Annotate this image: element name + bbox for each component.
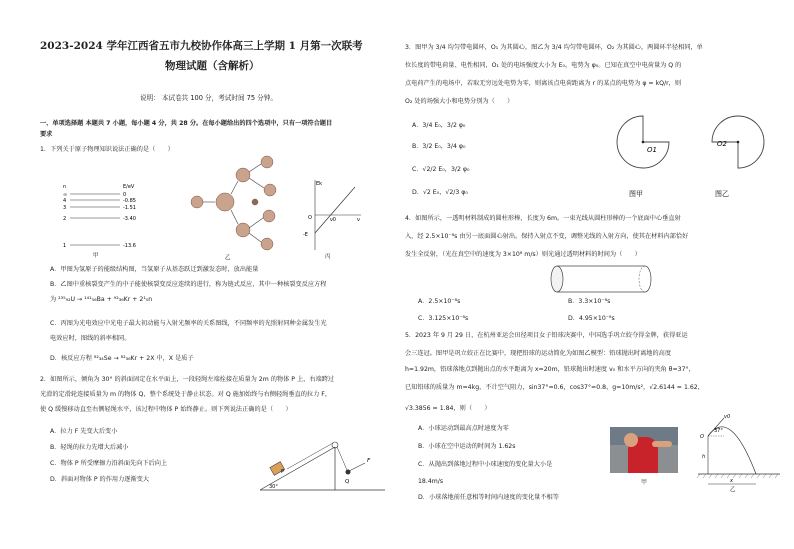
section-heading-cont: 要求 — [40, 131, 53, 138]
level-n: ∞ — [63, 192, 68, 198]
q1-option-b: B．乙图中重核裂变产生的中子能使核裂变反应连续的进行，称为链式反应，其中一种核裂变反应方程 — [50, 281, 327, 288]
force-f-arrow — [349, 463, 365, 471]
label-v0: v0 — [724, 414, 731, 420]
q3-stem: 3．图甲为 3/4 均匀带电圆环，O₁ 为其圆心，图乙为 3/4 均匀带电圆环，O₂ 为其圆心，两圆环半径相同，单 — [405, 44, 703, 51]
page-title: 2023-2024 学年江西省五市九校协作体高三上学期 1 月第一次联考 — [40, 40, 363, 52]
q5-option-c-cont: 18.4m/s — [418, 478, 444, 485]
level-energy: -13.6 — [123, 243, 136, 249]
energy-level-diagram — [60, 180, 155, 260]
label-q: Q — [345, 479, 350, 485]
nu-label: ν — [357, 217, 360, 223]
arrow — [249, 233, 261, 242]
figure-caption-yi: 乙 — [225, 255, 231, 260]
label-o1: O1 — [647, 146, 657, 154]
athlete-head — [624, 433, 638, 447]
q4-stem: 4．如图所示，一透明材料制成的圆柱形棒，长度为 6m。一束光线从圆柱形棒的一个底面中心垂直射 — [405, 215, 681, 222]
q4-stem-l3: 发生全反射，（光在真空中的速度为 3×10⁸ m/s）则光通过透明材料的时间为（ ） — [405, 251, 641, 258]
athlete-photo — [610, 427, 678, 473]
label-o: O — [700, 434, 704, 440]
label-f: F — [367, 458, 371, 464]
incline-pulley-diagram — [255, 425, 390, 495]
n-axis-label: n — [63, 184, 67, 190]
nu0-label: ν0 — [330, 217, 336, 223]
rod-left-face — [551, 266, 563, 292]
figure-caption-bing: 丙 — [325, 254, 331, 260]
arrow — [231, 210, 238, 224]
q5-stem: 5．2023 年 9 月 29 日，在杭州亚运会田径项目女子铅球决赛中，中国选手巩立姣夺得金牌，获得亚运 — [405, 332, 688, 339]
q2-stem: 2．如图所示，倾角为 30° 的斜面固定在水平面上，一段轻绳左端拴接在质量为 2m 的物体 P 上，右端跨过 — [40, 376, 335, 383]
center-o2 — [737, 141, 740, 144]
neutron — [191, 196, 203, 208]
q4-option-c: C．3.125×10⁻⁸s — [418, 315, 469, 322]
q4-stem-l2: 入，经 2.5×10⁻⁸s 由另一底面圆心射出。保持入射点不变，调整光线的入射方向，使其在材料内部恰好 — [405, 233, 689, 240]
q5-option-a: A．小球运动到最高点时速度为零 — [418, 425, 509, 432]
level-energy: -3.40 — [123, 216, 136, 222]
figure-caption-yi: 图乙 — [715, 190, 729, 198]
fragment-nucleus — [236, 168, 250, 182]
level-energy: 0 — [123, 192, 127, 198]
q5-stem-l2: 会三连冠。图甲是巩立姣正在比赛中，现把铅球的运动简化为如图乙模型：铅球抛出时离地的高度 — [405, 350, 672, 357]
q4-option-d: D．4.95×10⁻⁸s — [568, 315, 615, 322]
q3-stem-l4: O₂ 处的场强大小和电势分别为（ ） — [405, 98, 514, 105]
photoelectric-graph — [295, 175, 365, 260]
arrow — [249, 218, 263, 228]
label-o2: O2 — [717, 140, 727, 148]
page-subtitle: 物理试题（含解析） — [165, 60, 260, 72]
figure-caption-jia: 图甲 — [629, 190, 643, 198]
ring-diagram — [615, 112, 765, 204]
q2-option-c: C．物体 P 所受摩擦力沿斜面先向下后向上 — [50, 460, 168, 467]
level-n: 1 — [63, 243, 67, 249]
q2-option-b: B．轻绳的拉力先增大后减小 — [50, 444, 129, 451]
ek-line — [315, 187, 355, 233]
q1-option-c: C．丙图为光电效应中光电子最大初动能与入射光频率的关系图线，不同频率的光照射同种金属发生光 — [50, 320, 327, 327]
neg-e-label: -E — [303, 232, 308, 238]
level-energy: -1.51 — [123, 205, 136, 211]
figure-caption-jia: 甲 — [93, 253, 99, 259]
uranium-nucleus — [216, 193, 234, 211]
rope-left — [287, 443, 333, 469]
center-o1 — [642, 141, 645, 144]
q4-option-a: A．2.5×10⁻⁸s — [418, 298, 461, 305]
q5-option-c: C．从抛出到落地过程中小球速度的变化量大小是 — [418, 461, 553, 468]
q5-stem-l4: 已知铅球的质量为 m=4kg，不计空气阻力，sin37°=0.6，cos37°=0.8，g=10m/s²，√2.6144 = 1.62， — [405, 384, 704, 391]
arrow — [249, 164, 261, 172]
q5-option-b: B．小球在空中运动的时间为 1.62s — [418, 443, 516, 450]
q3-stem-l3: 点电荷产生的电场中，若取无穷远处电势为零，则离该点电荷距离为 r 的某点的电势为 φ = kQ/r，则 — [405, 80, 682, 87]
label-x: x — [730, 478, 733, 484]
uranium-nucleus — [263, 210, 275, 222]
q4-option-b: B．3.3×10⁻⁸s — [568, 298, 611, 305]
rope-right — [337, 447, 347, 470]
fragment-nucleus — [236, 223, 250, 237]
arrow — [249, 178, 264, 188]
q3-option-d: D．√2 E₀，√2/3 φ₀ — [412, 189, 468, 196]
q5-stem-l5: √3.3856 = 1.84，则（ ） — [405, 405, 491, 412]
athlete-arm — [652, 441, 672, 447]
cylinder-rod — [545, 262, 660, 296]
q2-option-a: A．拉力 F 先变大后变小 — [50, 428, 118, 435]
energy-unit-label: E/eV — [123, 184, 135, 190]
q1-option-d: D．核反应方程 ⁸²₃₄Se → ⁸²₃₆Kr + 2X 中，X 是质子 — [50, 355, 194, 362]
label-angle: 30° — [269, 484, 278, 490]
figure-caption-jia: 甲 — [641, 479, 648, 486]
q3-option-c: C．√2/2 E₀，3/2 φ₀ — [412, 166, 470, 173]
q2-stem-l3: 使 Q 缓慢移动直至右侧轻绳水平，该过程中物体 P 始终静止。则下列说法正确的是（ ） — [40, 406, 292, 413]
label-p: P — [281, 469, 285, 475]
uranium-nucleus — [264, 184, 276, 196]
ek-label: Ek — [316, 181, 323, 187]
level-n: 4 — [63, 198, 67, 204]
q2-option-d: D．斜面对物体 P 的作用力逐渐变大 — [50, 476, 150, 483]
q1-option-b-cont: 为 ²³⁵₉₂U → ¹⁴¹₅₆Ba + ⁹²₃₆Kr + 2¹₀n — [50, 296, 153, 303]
label-angle: 37° — [714, 428, 723, 434]
q1-option-a: A．甲图为氢原子的能级结构图，当氢原子从基态跃迁到激发态时，放出能量 — [50, 266, 259, 273]
neutron — [252, 199, 258, 205]
uranium-nucleus — [261, 238, 273, 250]
figure-caption-yi: 乙 — [730, 487, 736, 492]
chain-reaction-diagram — [175, 150, 285, 260]
q3-option-b: B．3/2 E₀，3/4 φ₀ — [412, 143, 466, 150]
q1-stem: 1．下列关于原子物理知识说法正确的是（ ） — [40, 146, 174, 153]
rod-right-face-hidden — [639, 266, 645, 292]
exam-note: 说明： 本试卷共 100 分，考试时间 75 分钟。 — [140, 94, 277, 102]
arrow — [231, 181, 238, 194]
label-h: h — [702, 454, 706, 460]
mass-q — [346, 470, 351, 475]
q5-stem-l3: h=1.92m，铅球落地点到抛出点的水平距离为 x=20m，铅球抛出时速度 v₀ 和水平方向的夹角 θ=37°， — [405, 366, 695, 373]
level-n: 2 — [63, 216, 67, 222]
section-heading: 一、单项选择题 本题共 7 小题，每小题 4 分，共 28 分。在每小题给出的四个选项中，只有一项符合题目 — [40, 120, 333, 127]
q2-stem-l2: 光滑的定滑轮连接质量为 m 的物体 Q，整个系统处于静止状态。对 Q 施加始终与右侧轻绳垂直的拉力 F， — [40, 391, 332, 398]
q1-option-c-cont: 电效应时，图线的斜率相同。 — [50, 335, 131, 342]
q3-option-a: A．3/4 E₀，3/2 φ₀ — [412, 122, 466, 129]
projectile-diagram — [690, 410, 785, 492]
uranium-nucleus — [261, 156, 273, 168]
level-n: 3 — [63, 205, 67, 211]
rod-right-face — [645, 266, 651, 292]
q3-stem-l2: 位长度的带电荷量、电性相同，O₁ 处的电场强度大小为 E₀，电势为 φ₀。已知在真空中电荷量为 Q 的 — [405, 62, 682, 69]
level-energy: -0.85 — [123, 198, 136, 204]
q5-option-d: D．小球落地前任意相等时间内速度的变化量不相等 — [418, 494, 559, 501]
origin-label: O — [308, 215, 312, 221]
